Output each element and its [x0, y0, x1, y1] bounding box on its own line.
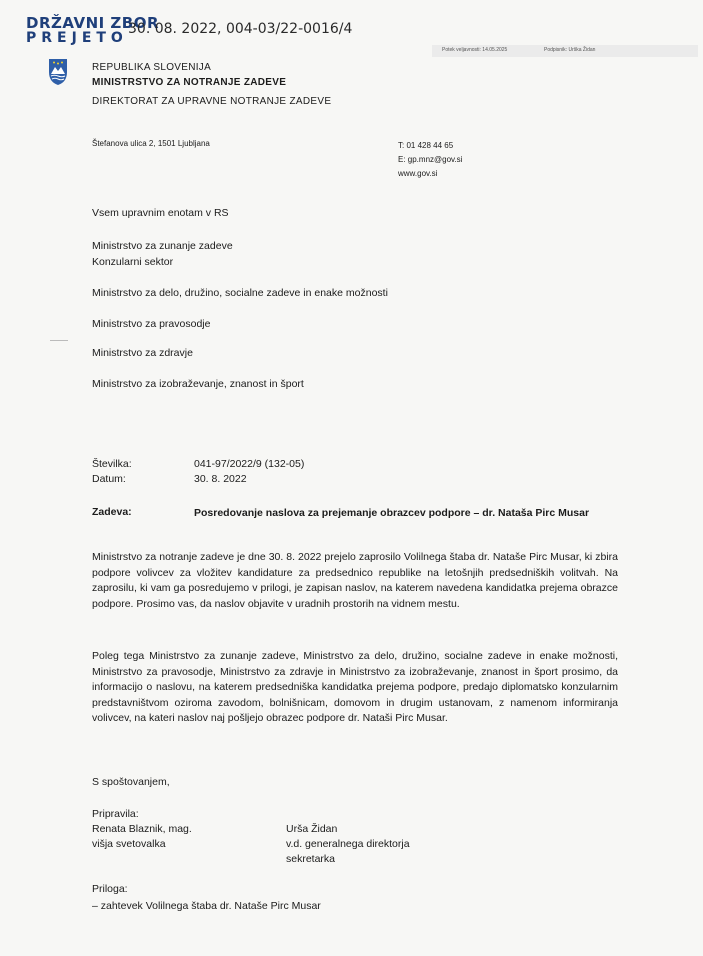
stamp-title: DRŽAVNI ZBOR — [26, 14, 160, 32]
signer-role: sekretarka — [286, 853, 336, 865]
preparer-title: višja svetovalka — [92, 838, 166, 850]
recipient: Ministrstvo za pravosodje — [92, 318, 211, 330]
republic-name: REPUBLIKA SLOVENIJA — [92, 62, 212, 73]
attachment-item: – zahtevek Volilnega štaba dr. Nataše Pirc Musar — [92, 900, 321, 912]
signature-signer: Podpisnik: Urška Židan — [544, 47, 596, 53]
body-paragraph: Ministrstvo za notranje zadeve je dne 30. 8. 2022 prejelo zaprosilo Volilnega štaba dr. Nataše Pirc Musar, ki zbira podpore volivcev za vložitev kandidature za predsednico republike na letošnjih predsedniških volitvah. Na zaprosilu, ki vam ga posredujemo v prilogi, je zapisan naslov, na katerem navedena kandidatka prejema obrazce podpore. Prosimo vas, da naslov objavite v uradnih prostorih na vidnem mestu. — [92, 551, 618, 610]
signer-name: Urša Židan — [286, 823, 338, 835]
subject-label: Zadeva: — [92, 506, 132, 518]
prepared-by-label: Pripravila: — [92, 808, 139, 820]
slovenia-coat-of-arms-icon — [48, 58, 68, 86]
document-number: 041-97/2022/9 (132-05) — [194, 458, 305, 470]
website: www.gov.si — [398, 169, 438, 178]
stamp-reference: 30. 08. 2022, 004-03/22-0016/4 — [128, 21, 353, 37]
email: E: gp.mnz@gov.si — [398, 155, 463, 164]
office-address: Štefanova ulica 2, 1501 Ljubljana — [92, 139, 210, 148]
recipient: Ministrstvo za zunanje zadeve — [92, 240, 233, 252]
stamp-received: PREJETO — [26, 30, 128, 46]
document-date: 30. 8. 2022 — [194, 473, 247, 485]
fold-mark — [50, 340, 68, 341]
date-label: Datum: — [92, 473, 126, 485]
recipient: Ministrstvo za delo, družino, socialne zadeve in enake možnosti — [92, 287, 388, 299]
preparer-name: Renata Blaznik, mag. — [92, 823, 192, 835]
subject-text: Posredovanje naslova za prejemanje obrazcev podpore – dr. Nataša Pirc Musar — [194, 507, 590, 519]
body-paragraph: Poleg tega Ministrstvo za zunanje zadeve, Ministrstvo za delo, družino, socialne zadeve in enake možnosti, Ministrstvo za pravosodje, Ministrstvo za zdravje in Ministrstvo za izobraževanje, znanost in šport prosimo, da informacijo o naslovu, na katerem predsedniška kandidatka prejema podpore, predajo diplomatsko konzularnim predstavništvom oziroma zavodom, bolnišnicam, domovom in drugim ustanovam, z namenom informiranja volivcev, na kateri naslov naj pošljejo obrazec podpore dr. Nataši Pirc Musar. — [92, 650, 618, 725]
phone: T: 01 428 44 65 — [398, 141, 454, 150]
directorate-name: DIREKTORAT ZA UPRAVNE NOTRANJE ZADEVE — [92, 96, 332, 107]
recipient: Vsem upravnim enotam v RS — [92, 207, 229, 219]
contact-block — [398, 139, 462, 181]
signature-validity: Potek veljavnosti: 14.05.2025 — [442, 47, 508, 53]
ministry-name: MINISTRSTVO ZA NOTRANJE ZADEVE — [92, 77, 287, 88]
closing: S spoštovanjem, — [92, 776, 170, 788]
number-label: Številka: — [92, 458, 132, 470]
signer-title: v.d. generalnega direktorja — [286, 838, 410, 850]
recipient-department: Konzularni sektor — [92, 256, 174, 268]
attachment-label: Priloga: — [92, 883, 128, 895]
recipient: Ministrstvo za zdravje — [92, 347, 193, 359]
recipient: Ministrstvo za izobraževanje, znanost in šport — [92, 378, 304, 390]
